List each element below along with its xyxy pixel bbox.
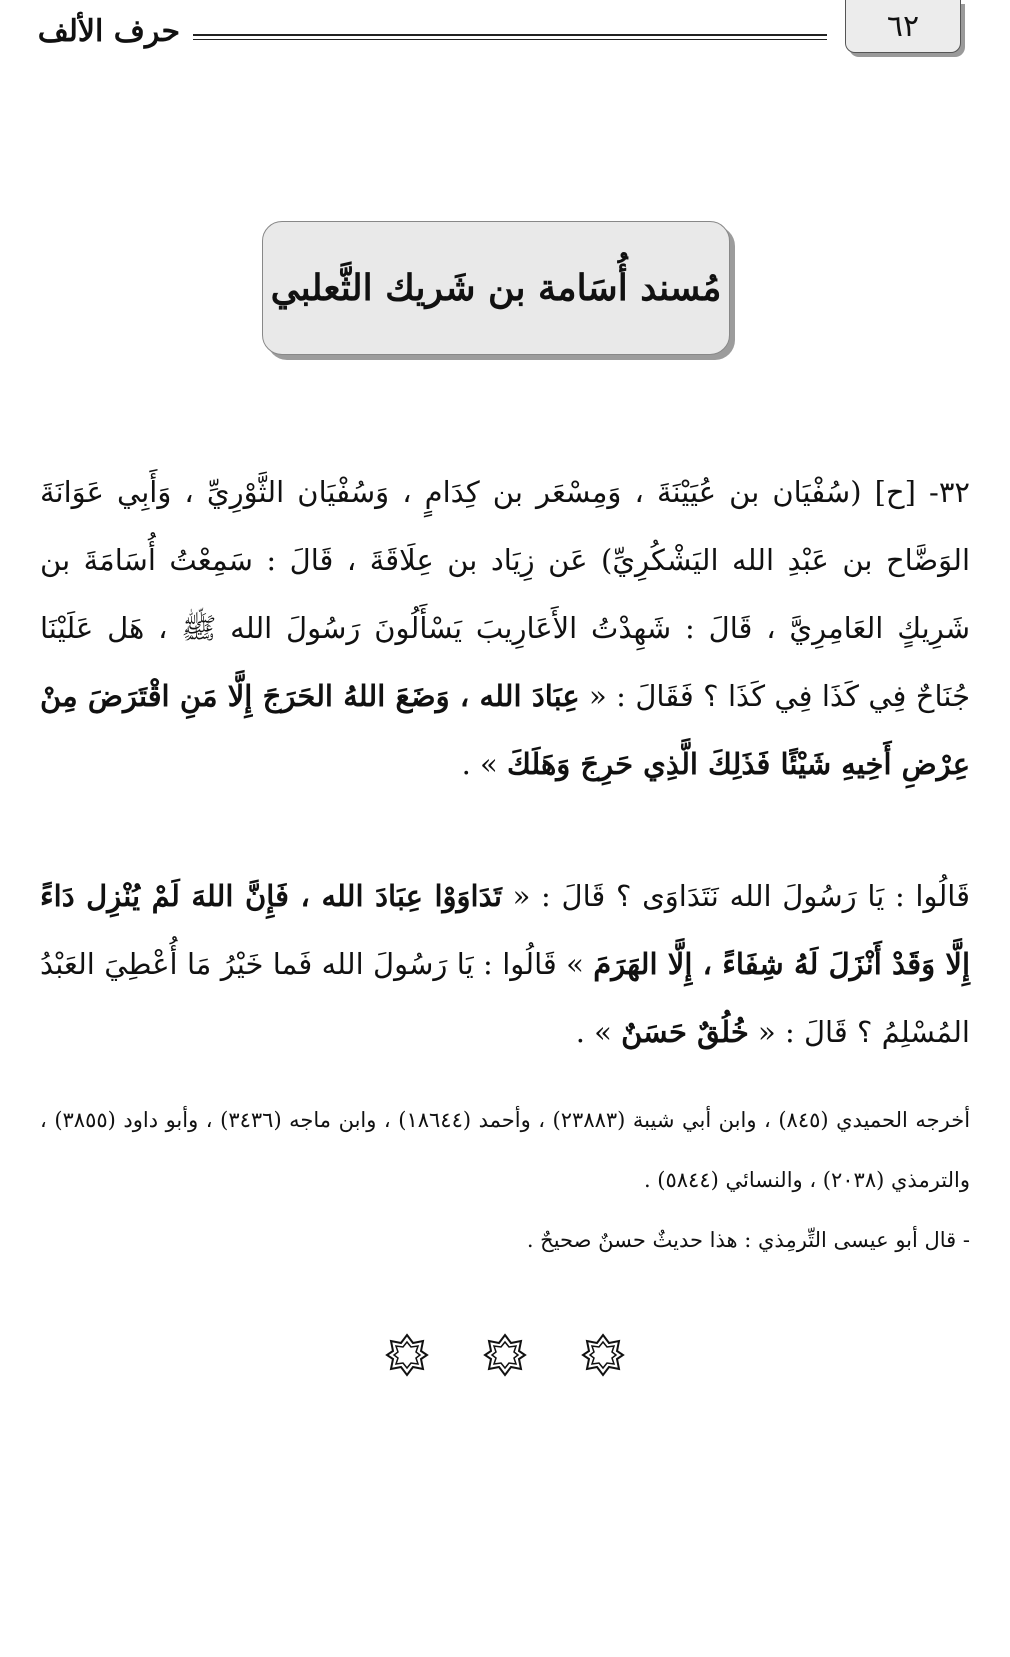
star-ornament-icon: [581, 1333, 625, 1377]
hadith-quote-2: تَدَاوَوْا عِبَادَ الله ، فَإِنَّ اللهَ لَمْ يُنْزِل دَاءً إِلَّا وَقَدْ أَنْزَلَ لَهُ شِفَاءً ، إِلَّا الهَرَمَ: [40, 879, 971, 981]
hadith-q3-intro: » قَالُوا : يَا رَسُولَ الله فَما خَيْرُ مَا أُعْطِيَ العَبْدُ المُسْلِمُ ؟ قَالَ : «: [40, 947, 970, 1049]
hadith-intro: ٣٢- [ح] (سُفْيَان بن عُيَيْنَةَ ، وَمِسْعَر بن كِدَامٍ ، وَسُفْيَان الثَّوْرِيِّ ، وَأَبِي عَوَانَةَ الوَضَّاح بن عَبْدِ الله اليَشْكُرِيِّ) عَن زِيَاد بن عِلَاقَةَ ، قَالَ : سَمِعْتُ أُسَامَةَ بن شَرِيكٍ العَامِرِيَّ ، قَالَ : شَهِدْتُ الأَعَارِيبَ يَسْأَلُونَ رَسُولَ الله ﷺ ، هَل عَلَيْنَا جُنَاحٌ فِي كَذَا فِي كَذَا ؟ فَقَالَ : «: [40, 475, 970, 713]
footnotes: [40, 1090, 970, 1270]
header-rule: [193, 34, 827, 40]
section-title-box: [262, 221, 730, 355]
end-ornaments: [385, 1330, 625, 1380]
star-ornament-icon: [385, 1333, 429, 1377]
star-ornament-icon: [483, 1333, 527, 1377]
hadith-close-1: » .: [461, 747, 507, 781]
hadith-quote-1: عِبَادَ الله ، وَضَعَ اللهُ الحَرَجَ إِلَّا مَنِ اقْتَرَضَ مِنْ عِرْضِ أَخِيهِ شَيْئًا فَذَلِكَ الَّذِي حَرِجَ وَهَلَكَ: [40, 679, 970, 781]
hadith-paragraph-1: [40, 458, 970, 798]
hadith-paragraph-2: [40, 862, 970, 1066]
hadith-quote-3: خُلُقٌ حَسَنٌ: [621, 1015, 749, 1049]
grading-note: - قال أبو عيسى التِّرمِذي : هذا حديثٌ حسنٌ صحيحٌ .: [526, 1228, 970, 1252]
section-title: مُسند أُسَامة بن شَريك الثَّعلبي: [270, 267, 722, 309]
takhrij-note: أخرجه الحميدي (٨٤٥) ، وابن أبي شيبة (٢٣٨٨٣) ، وأحمد (١٨٦٤٤) ، وابن ماجه (٣٤٣٦) ، وأبو داود (٣٨٥٥) ، والترمذي (٢٠٣٨) ، والنسائي (٥٨٤٤) .: [40, 1108, 971, 1192]
hadith-q2-intro: قَالُوا : يَا رَسُولَ الله نَتَدَاوَى ؟ قَالَ : «: [501, 879, 970, 913]
hadith-close-3: » .: [575, 1015, 622, 1049]
chapter-title: حرف الألف: [37, 14, 180, 49]
page-number-tab: [845, 0, 961, 53]
page-number: ٦٢: [886, 8, 920, 44]
